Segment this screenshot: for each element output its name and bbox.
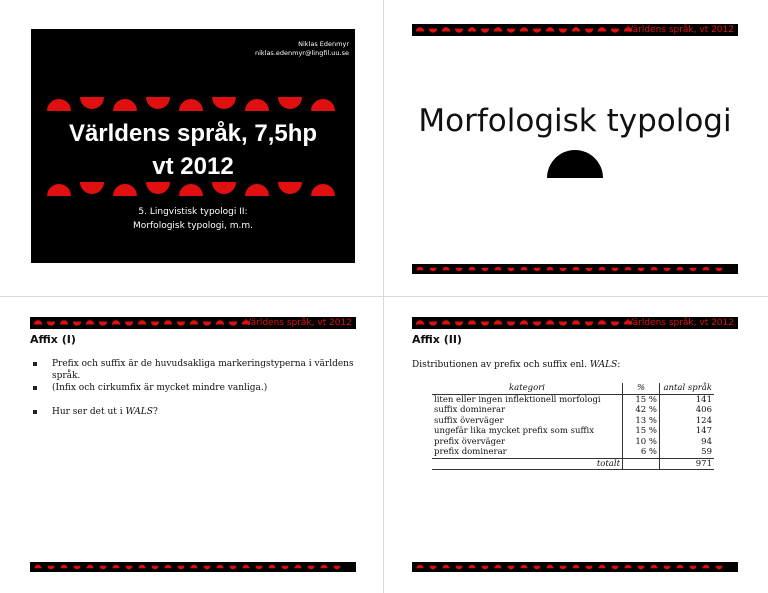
pattern-dome: [547, 267, 554, 271]
title-dome: [245, 184, 269, 196]
pattern-dome: [138, 320, 146, 324]
title-dome: [245, 99, 269, 111]
pattern-dome: [546, 27, 554, 31]
pattern-dome: [690, 566, 697, 570]
pattern-dome: [442, 27, 450, 31]
title-dome: [113, 184, 137, 196]
page-divider-horizontal: [0, 296, 768, 297]
cell-category: ungefär lika mycket prefix som suffix: [434, 426, 595, 436]
pattern-dome: [611, 322, 619, 326]
pattern-dome: [560, 268, 567, 272]
pattern-dome: [625, 267, 632, 271]
title-dome: [80, 97, 104, 109]
cell-percent: 6 %: [623, 447, 660, 458]
dome-row-bottom: [31, 174, 355, 204]
pattern-dome: [495, 267, 502, 271]
pattern-dome: [334, 566, 341, 570]
pattern-dome: [416, 27, 424, 31]
pattern-dome: [573, 565, 580, 569]
bullet-emphasis: WALS: [125, 407, 153, 417]
pattern-dome: [178, 566, 185, 570]
pattern-dome: [534, 566, 541, 570]
pattern-dome: [86, 320, 94, 324]
pattern-dome: [165, 565, 172, 569]
title-dome: [47, 184, 71, 196]
pattern-dome: [572, 27, 580, 31]
pattern-dome: [151, 322, 159, 326]
pattern-dome: [87, 565, 94, 569]
list-item: (Infix och cirkumfix är mycket mindre vanliga.): [30, 382, 356, 394]
slide-section[interactable]: [412, 24, 738, 279]
pattern-dome: [126, 566, 133, 570]
pattern-dome: [572, 320, 580, 324]
col-header-percent: %: [623, 383, 660, 394]
pattern-dome: [295, 565, 302, 569]
pattern-dome: [703, 267, 710, 271]
pattern-dome: [456, 566, 463, 570]
total-percent-empty: [623, 458, 660, 470]
section-title: Morfologisk typologi: [418, 103, 732, 139]
bullet-tail: ?: [152, 407, 158, 417]
footer-bar: [412, 562, 738, 572]
title-dome: [278, 182, 302, 194]
title-dome: [311, 184, 335, 196]
pattern-dome: [190, 320, 198, 324]
dome-row-top: [31, 89, 355, 119]
header-caption: Världens språk, vt 2012: [245, 318, 352, 328]
pattern-dome: [177, 322, 185, 326]
title-dome: [212, 182, 236, 194]
pattern-dome: [612, 566, 619, 570]
cell-category: suffix överväger: [434, 415, 504, 426]
pattern-dome: [533, 29, 541, 33]
bullet-text: Hur ser det ut i: [52, 407, 126, 417]
pattern-dome: [99, 322, 107, 326]
pattern-dome: [533, 322, 541, 326]
pattern-dome: [638, 268, 645, 272]
table-row: [432, 447, 714, 458]
pattern-dome: [443, 267, 450, 271]
pattern-dome: [429, 29, 437, 33]
pattern-dome: [520, 27, 528, 31]
pattern-dome: [482, 268, 489, 272]
pattern-dome: [612, 268, 619, 272]
table-row: [432, 416, 714, 427]
lecture-subtitle-line1: 5. Lingvistisk typologi II:: [138, 207, 248, 217]
pattern-dome: [638, 566, 645, 570]
pattern-dome: [243, 565, 250, 569]
pattern-dome: [508, 268, 515, 272]
cell-category: suffix dominerar: [434, 405, 506, 415]
dome-icon: [545, 148, 605, 178]
pattern-dome: [204, 566, 211, 570]
pattern-dome: [507, 29, 515, 33]
pattern-dome: [61, 565, 68, 569]
pattern-dome: [625, 565, 632, 569]
pattern-dome: [139, 565, 146, 568]
pattern-dome: [216, 320, 224, 324]
pattern-dome: [455, 29, 463, 33]
pattern-dome: [494, 27, 502, 31]
pattern-dome: [442, 320, 450, 324]
pattern-dome: [229, 322, 237, 326]
pattern-dome: [47, 322, 55, 326]
pattern-dome: [651, 565, 658, 569]
table-row: [432, 426, 714, 437]
slide-heading: Affix (II): [412, 333, 462, 346]
pattern-dome: [430, 566, 437, 570]
pattern-dome: [417, 267, 424, 271]
header-caption: Världens språk, vt 2012: [627, 25, 734, 35]
pattern-dome: [586, 566, 593, 570]
title-dome: [113, 99, 137, 111]
pattern-dome: [456, 268, 463, 272]
slide-affix-2[interactable]: [412, 317, 738, 577]
table-row: [432, 394, 714, 405]
pattern-dome: [507, 322, 515, 326]
footer-bar: [30, 562, 356, 572]
title-dome: [212, 97, 236, 109]
pattern-dome: [269, 565, 276, 569]
pattern-dome: [573, 267, 580, 271]
pattern-dome: [521, 565, 528, 568]
pattern-dome: [152, 566, 159, 570]
pattern-dome: [481, 29, 489, 33]
pattern-dome: [443, 565, 450, 569]
pattern-dome: [559, 322, 567, 326]
cell-count: 94: [701, 436, 712, 447]
pattern-dome: [469, 565, 476, 569]
pattern-dome: [164, 320, 172, 324]
pattern-dome: [308, 566, 315, 570]
pattern-dome: [495, 565, 502, 569]
pattern-dome: [599, 565, 606, 569]
pattern-dome: [664, 268, 671, 272]
footer-bar: [412, 264, 738, 274]
pattern-dome: [677, 565, 684, 569]
cell-category: prefix dominerar: [434, 447, 507, 457]
pattern-dome: [230, 566, 237, 570]
pattern-dome: [560, 566, 567, 570]
pattern-dome: [534, 268, 541, 272]
header-bar: [412, 317, 738, 329]
pattern-dome: [664, 566, 671, 570]
pattern-dome: [598, 27, 606, 31]
pattern-dome: [74, 566, 81, 570]
pattern-dome: [598, 320, 606, 324]
slide-title[interactable]: [31, 29, 355, 263]
pattern-dome: [430, 268, 437, 272]
pattern-dome: [611, 29, 619, 33]
intro-emphasis: WALS: [589, 360, 618, 370]
title-dome: [179, 184, 203, 196]
pattern-dome: [468, 27, 476, 31]
pattern-dome: [417, 565, 424, 569]
pattern-dome: [125, 322, 133, 326]
pattern-dome: [508, 566, 515, 570]
footer-pattern: [412, 562, 738, 572]
pattern-dome: [520, 320, 528, 324]
pattern-dome: [48, 566, 55, 570]
pattern-dome: [73, 322, 81, 326]
list-item: Prefix och suffix är de huvudsakliga markeringstyperna i världens språk.: [30, 358, 356, 370]
title-dome: [278, 97, 302, 109]
slide-heading: Affix (I): [30, 333, 76, 346]
pattern-dome: [599, 267, 606, 271]
list-item: [30, 406, 356, 418]
pattern-dome: [34, 320, 42, 324]
pattern-dome: [546, 320, 554, 324]
author-block: [255, 40, 349, 58]
pattern-dome: [35, 565, 42, 569]
pattern-dome: [455, 322, 463, 326]
total-label: totalt: [432, 458, 623, 470]
lecture-subtitle: [31, 205, 355, 233]
pattern-dome: [256, 566, 263, 570]
course-title-line1: Världens språk, 7,5hp: [68, 120, 318, 147]
lecture-subtitle-line2: Morfologisk typologi, m.m.: [133, 221, 253, 231]
title-dome: [146, 182, 170, 194]
header-bar: [412, 24, 738, 36]
pattern-dome: [716, 268, 723, 272]
footer-pattern: [412, 264, 738, 274]
table-row: [432, 405, 714, 416]
author-name: Niklas Edenmyr: [298, 40, 349, 48]
pattern-dome: [586, 268, 593, 272]
pattern-dome: [547, 565, 554, 569]
pattern-dome: [112, 320, 120, 324]
course-title-line2: vt 2012: [152, 153, 234, 180]
pattern-dome: [60, 320, 68, 324]
pattern-dome: [651, 267, 658, 271]
title-dome: [146, 97, 170, 109]
pattern-dome: [494, 320, 502, 324]
pattern-dome: [282, 566, 289, 570]
cell-count: 147: [695, 426, 712, 436]
col-header-category: kategori: [432, 383, 623, 394]
pattern-dome: [416, 320, 424, 324]
pattern-dome: [716, 566, 723, 570]
pattern-dome: [677, 267, 684, 271]
pattern-dome: [321, 565, 328, 569]
col-header-count: antal språk: [660, 383, 715, 394]
header-caption: Världens språk, vt 2012: [627, 318, 734, 328]
pattern-dome: [481, 322, 489, 326]
pattern-dome: [113, 565, 120, 569]
pattern-dome: [482, 566, 489, 570]
cell-count: 406: [695, 405, 712, 415]
cell-count: 141: [695, 394, 712, 405]
intro-main: Distributionen av prefix och suffix enl.: [412, 360, 590, 370]
table-total-row: [432, 458, 714, 470]
cell-percent: 10 %: [623, 437, 660, 448]
cell-percent: 13 %: [623, 416, 660, 427]
title-dome: [47, 99, 71, 111]
intro-text: [412, 360, 620, 370]
slide-affix-1[interactable]: [30, 317, 356, 577]
cell-category: prefix överväger: [434, 436, 506, 447]
cell-category: liten eller ingen inflektionell morfologi: [434, 394, 601, 405]
pattern-dome: [191, 565, 198, 569]
header-bar: [30, 317, 356, 329]
intro-tail: :: [617, 360, 621, 370]
distribution-table: [432, 383, 714, 470]
cell-percent: 15 %: [623, 394, 660, 405]
pattern-dome: [703, 565, 710, 569]
footer-pattern: [30, 562, 356, 572]
pattern-dome: [203, 322, 211, 326]
table-row: [432, 437, 714, 448]
pattern-dome: [469, 267, 476, 271]
title-dome: [80, 182, 104, 194]
title-dome: [311, 99, 335, 111]
cell-percent: 42 %: [623, 405, 660, 416]
pattern-dome: [559, 29, 567, 33]
pattern-dome: [468, 320, 476, 324]
pattern-dome: [585, 322, 593, 326]
pattern-dome: [217, 565, 224, 569]
title-dome: [179, 99, 203, 111]
pattern-dome: [585, 29, 593, 33]
cell-count: 124: [695, 415, 712, 426]
total-value: 971: [660, 458, 715, 470]
pattern-dome: [521, 267, 528, 270]
pattern-dome: [429, 322, 437, 326]
pattern-dome: [690, 268, 697, 272]
bullet-list: [30, 358, 356, 430]
pattern-dome: [100, 566, 107, 570]
cell-count: 59: [701, 447, 712, 457]
author-email: niklas.edenmyr@lingfil.uu.se: [254, 49, 349, 57]
cell-percent: 15 %: [623, 426, 660, 437]
